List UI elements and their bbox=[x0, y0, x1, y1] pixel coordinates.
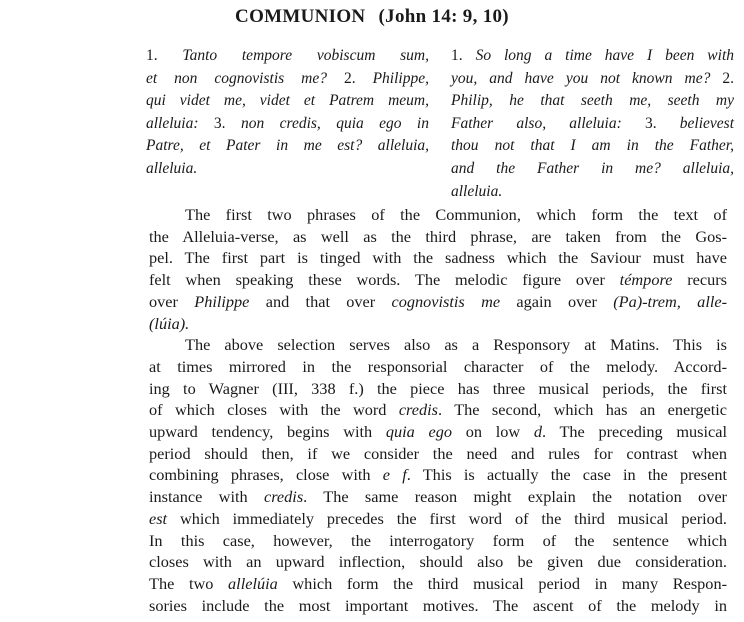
latin-line: alleluia: 3. non credis, quia ego in bbox=[146, 114, 429, 132]
latin-text-column bbox=[146, 45, 429, 181]
latin-line: 1. Tanto tempore vobiscum sum, bbox=[146, 47, 429, 64]
english-line: thou not that I am in the Father, bbox=[451, 137, 734, 155]
latin-line: qui videt me, videt et Patrem meum, bbox=[146, 92, 429, 110]
body-line: closes with an upward inflection, should also be given due consideration. bbox=[149, 552, 727, 572]
english-line: and the Father in me? alleluia, bbox=[451, 159, 734, 177]
body-line: upward tendency, begins with quia ego on low d. The preceding musical bbox=[149, 422, 727, 442]
body-line: ing to Wagner (III, 338 f.) the piece has three musical periods, the first bbox=[149, 378, 727, 398]
latin-line: alleluia. bbox=[146, 159, 198, 177]
body-line: (lúia). bbox=[149, 313, 190, 333]
page-heading bbox=[0, 6, 744, 28]
english-line: you, and have you not known me? 2. bbox=[451, 69, 734, 87]
body-line: The above selection serves also as a Responsory at Matins. This is bbox=[185, 335, 727, 355]
heading-reference: (John 14: 9, 10) bbox=[378, 6, 509, 27]
latin-line: et non cognovistis me? 2. Philippe, bbox=[146, 69, 429, 87]
english-line: alleluia. bbox=[451, 182, 503, 200]
body-line: sories include the most important motives. The ascent of the melody in bbox=[149, 595, 727, 615]
body-line: felt when speaking these words. The melodic figure over témpore recurs bbox=[149, 270, 727, 290]
body-line: period should then, if we consider the need and rules for contrast when bbox=[149, 443, 727, 463]
english-line: Father also, alleluia: 3. believest bbox=[451, 114, 735, 132]
body-line: The first two phrases of the Communion, which form the text of bbox=[185, 205, 727, 224]
english-line: 1. So long a time have I been with bbox=[451, 47, 734, 64]
heading-title: COMMUNION bbox=[235, 6, 366, 27]
body-line: combining phrases, close with e f. This is actually the case in the present bbox=[149, 465, 728, 485]
english-line: Philip, he that seeth me, seeth my bbox=[451, 92, 734, 110]
body-line: of which closes with the word credis. The second, which has an energetic bbox=[149, 400, 727, 420]
body-line: at times mirrored in the responsorial character of the melody. Accord- bbox=[149, 356, 727, 376]
english-text-column bbox=[451, 45, 734, 203]
body-line: pel. The first part is tinged with the sadness which the Saviour must have bbox=[149, 248, 727, 268]
commentary-body bbox=[149, 204, 727, 616]
body-line: instance with credis. The same reason might explain the notation over bbox=[149, 487, 727, 507]
body-line: est which immediately precedes the first word of the third musical period. bbox=[149, 508, 727, 528]
body-line: the Alleluia-verse, as well as the third phrase, are taken from the Gos- bbox=[149, 226, 727, 246]
latin-line: Patre, et Pater in me est? alleluia, bbox=[146, 137, 429, 155]
body-line: over Philippe and that over cognovistis me again over (Pa)-trem, alle- bbox=[149, 291, 728, 311]
body-line: In this case, however, the interrogatory form of the sentence which bbox=[149, 530, 727, 550]
body-line: The two allelúia which form the third musical period in many Respon- bbox=[149, 573, 728, 593]
